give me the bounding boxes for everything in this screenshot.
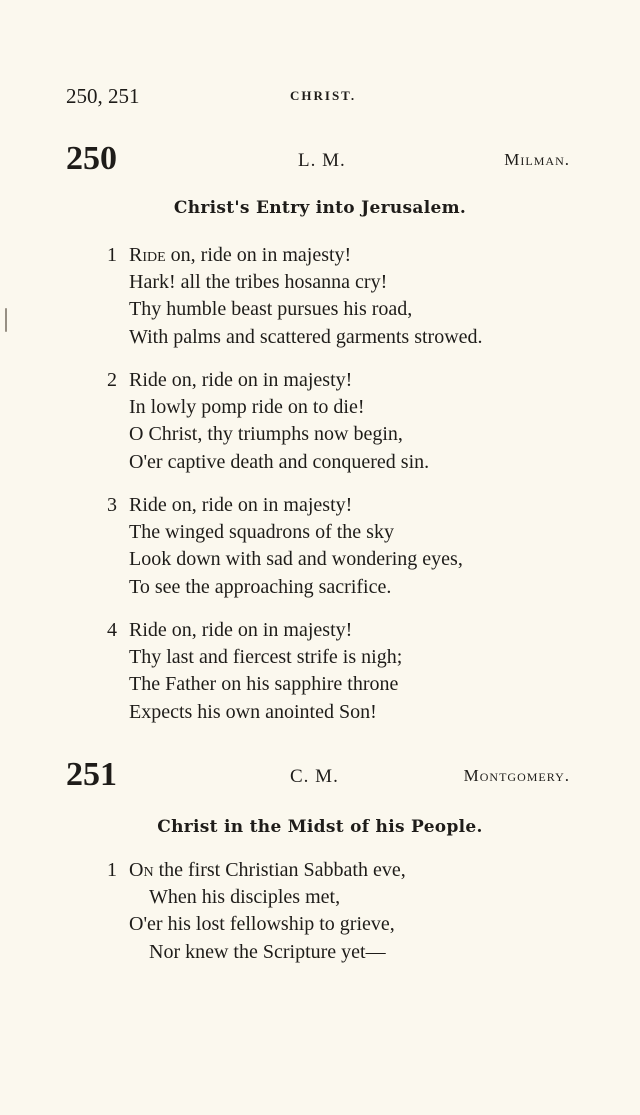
stanza-line: Thy last and fiercest strife is nigh; xyxy=(129,646,403,669)
stanza-line: Look down with sad and wondering eyes, xyxy=(129,548,463,571)
hymn-251-stanza-1 xyxy=(100,857,580,966)
hymn-251-header xyxy=(66,756,570,796)
stanza-line: O'er his lost fellowship to grieve, xyxy=(129,913,395,936)
stanza-number: 1 xyxy=(107,859,117,881)
hymn-author: Montgomery. xyxy=(463,766,570,785)
hymn-250-stanza-2 xyxy=(100,367,580,476)
first-line-rest: the first Christian Sabbath eve, xyxy=(153,859,406,881)
stanza-line: The winged squadrons of the sky xyxy=(129,521,394,544)
first-line: Ride on, ride on in majesty! xyxy=(129,619,353,641)
hymn-number: 251 xyxy=(66,756,117,793)
stanza-number: 1 xyxy=(107,244,117,266)
stanza-line: In lowly pomp ride on to die! xyxy=(129,396,365,419)
hymn-250-stanza-4 xyxy=(100,617,580,726)
stanza-line: O'er captive death and conquered sin. xyxy=(129,450,430,473)
stanza-number: 4 xyxy=(107,619,117,641)
initial-caps-word: On xyxy=(129,859,154,881)
hymn-number: 250 xyxy=(66,140,117,177)
stanza-line: Nor knew the Scripture yet— xyxy=(149,940,386,963)
stanza-line: To see the approaching sacrifice. xyxy=(129,575,392,598)
hymn-251-title: Christ in the Midst of his People. xyxy=(157,817,483,837)
stanza-line xyxy=(100,492,580,519)
hymn-author: Milman. xyxy=(504,150,570,169)
stanza-line: With palms and scattered garments strowed. xyxy=(129,325,483,348)
hymn-250-header xyxy=(66,140,570,180)
stanza-line xyxy=(100,857,580,884)
stanza-line: O Christ, thy triumphs now begin, xyxy=(129,423,403,446)
first-line-rest: on, ride on in majesty! xyxy=(165,244,352,266)
stanza-line xyxy=(100,242,580,269)
stanza-line: Hark! all the tribes hosanna cry! xyxy=(129,271,388,294)
stanza-line xyxy=(100,617,580,644)
hymn-meter: C. M. xyxy=(290,766,339,787)
initial-caps-word: Ride xyxy=(129,244,166,266)
stanza-line xyxy=(100,367,580,394)
stanza-line: The Father on his sapphire throne xyxy=(129,673,399,696)
margin-mark xyxy=(5,308,7,332)
stanza-line: Thy humble beast pursues his road, xyxy=(129,298,413,321)
first-line: Ride on, ride on in majesty! xyxy=(129,494,353,516)
hymn-250-stanza-1 xyxy=(100,242,580,351)
page-range: 250, 251 xyxy=(66,84,140,108)
hymn-meter: L. M. xyxy=(298,150,346,171)
stanza-line: When his disciples met, xyxy=(149,886,341,909)
first-line: Ride on, ride on in majesty! xyxy=(129,369,353,391)
section-title: CHRIST. xyxy=(290,88,357,103)
hymn-250-stanza-3 xyxy=(100,492,580,601)
running-head xyxy=(66,84,566,110)
stanza-line: Expects his own anointed Son! xyxy=(129,700,377,723)
hymn-250-title: Christ's Entry into Jerusalem. xyxy=(173,198,467,218)
stanza-number: 3 xyxy=(107,494,117,516)
stanza-number: 2 xyxy=(107,369,117,391)
